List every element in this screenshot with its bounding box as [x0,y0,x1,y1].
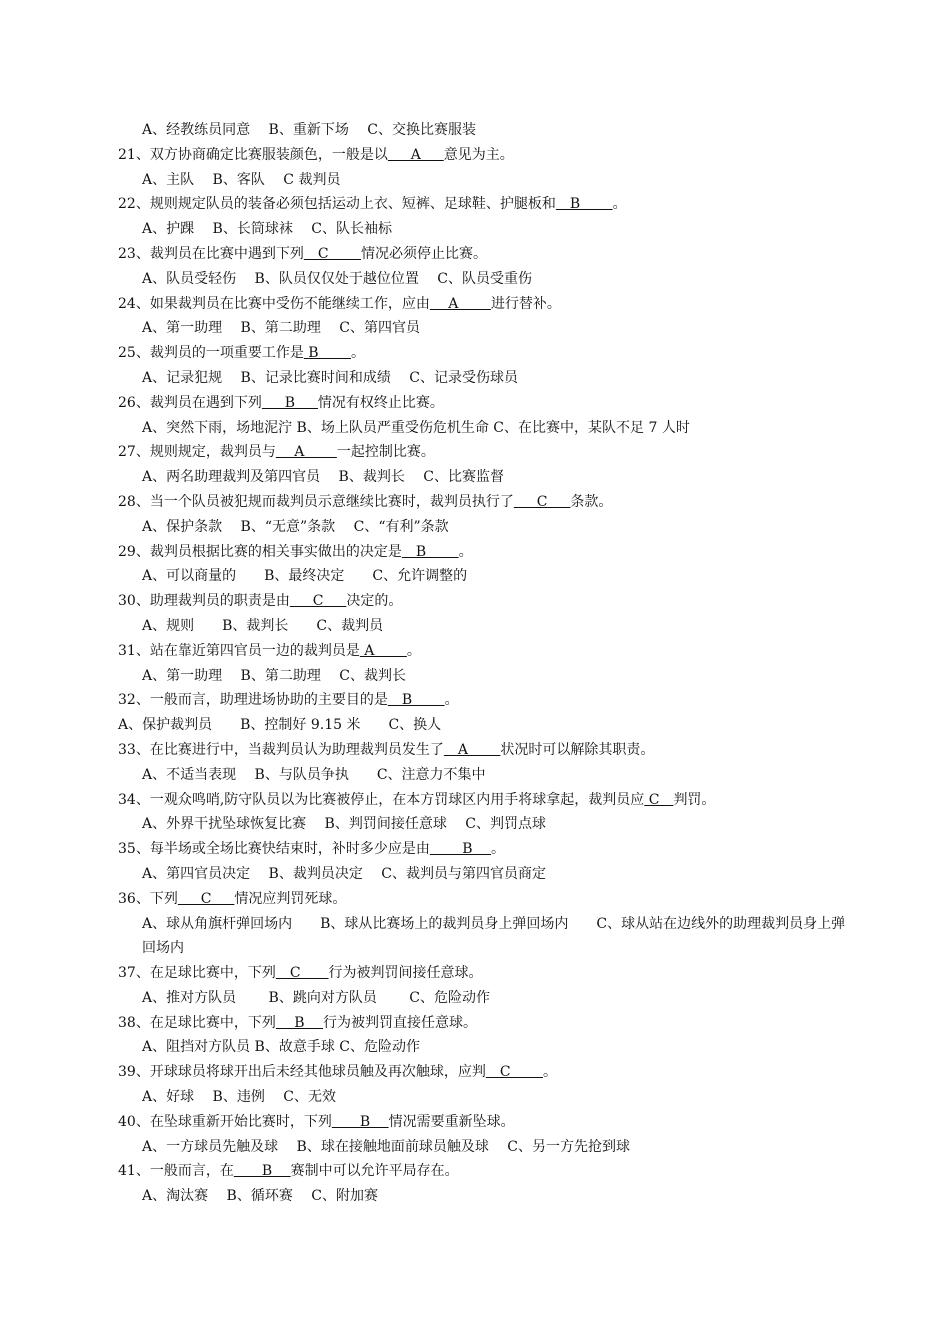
answer-options: A、第四官员决定 B、裁判员决定 C、裁判员与第四官员商定 [142,865,547,882]
question [118,1159,848,1184]
question-text: 24、如果裁判员在比赛中受伤不能继续工作，应由 [118,295,430,312]
question [118,688,848,713]
answer-options: A、一方球员先触及球 B、球在接触地面前球员触及球 C、另一方先抢到球 [142,1138,631,1155]
question [118,639,848,664]
question-text: 39、开球球员将球开出后未经其他球员触及再次触球，应判 [118,1064,486,1081]
answer-blank: B [387,692,445,709]
answer-options: A、护踝 B、长筒球袜 C、队长袖标 [142,221,393,238]
question-text: 35、每半场或全场比赛快结束时，补时多少应是由 [118,841,430,858]
question [118,589,848,614]
answer-blank: A [387,146,444,163]
answer-blank: B [429,841,492,858]
answer-blank: B [233,1163,291,1180]
answer-options: A、第一助理 B、第二助理 C、第四官员 [142,320,421,337]
answer-blank: A [275,444,337,461]
answer-blank: C [485,1064,543,1081]
question [118,540,848,565]
question-text-end: 。 [612,196,627,213]
question-text-end: 行为被判罚直接任意球。 [323,1014,478,1031]
question [118,341,848,366]
question-text: 34、一观众鸣哨,防守队员以为比赛被停止，在本方罚球区内用手将球拿起，裁判员应 [118,791,645,808]
question-text: 37、在足球比赛中，下列 [118,965,276,982]
question-text-end: 一起控制比赛。 [336,444,435,461]
question-text-end: 。 [491,841,506,858]
answer-blank: A [443,741,501,758]
answer-blank: B [261,394,318,411]
question-text: 30、助理裁判员的职责是由 [118,593,290,610]
answer-options: A、可以商量的 B、最终决定 C、允许调整的 [142,568,468,585]
answer-options: A、推对方队员 B、跳向对方队员 C、危险动作 [142,989,491,1006]
question [118,192,848,217]
question-text-end: 决定的。 [346,593,403,610]
question-text-end: 意见为主。 [443,146,514,163]
question-text-end: 。 [351,345,366,362]
question-text-end: 情况有权终止比赛。 [317,394,444,411]
question-text-end: 。 [458,543,473,560]
question-text: 22、规则规定队员的装备必须包括运动上衣、短裤、足球鞋、护腿板和 [118,196,556,213]
question-text: 32、一般而言，助理进场协助的主要目的是 [118,692,388,709]
question [118,292,848,317]
answer-blank: C [644,791,674,808]
answer-options: A、记录犯规 B、记录比赛时间和成绩 C、记录受伤球员 [142,369,519,386]
question-text-end: 条款。 [570,493,613,510]
question [118,490,848,515]
question-text: 28、当一个队员被犯规而裁判员示意继续比赛时，裁判员执行了 [118,493,514,510]
question-text: 27、规则规定，裁判员与 [118,444,276,461]
question-text-end: 赛制中可以允许平局存在。 [290,1163,459,1180]
answer-blank: B [303,345,352,362]
answer-blank: B [331,1113,389,1130]
question-text: 31、站在靠近第四官员一边的裁判员是 [118,642,360,659]
question [118,837,848,862]
question [118,242,848,267]
question-text: 29、裁判员根据比赛的相关事实做出的决定是 [118,543,402,560]
question [118,961,848,986]
question-text: 33、在比赛进行中，当裁判员认为助理裁判员发生了 [118,741,444,758]
question-text: 36、下列 [118,890,178,907]
question-list [118,118,848,1209]
question-text-end: 。 [543,1064,557,1081]
question-text-end: 情况需要重新坠球。 [388,1113,515,1130]
question-text-end: 情况应判罚死球。 [234,890,347,907]
question-text-end: 进行替补。 [490,295,561,312]
answer-options: A、规则 B、裁判长 C、裁判员 [142,617,384,634]
question [118,788,848,813]
answer-options: A、外界干扰坠球恢复比赛 B、判罚间接任意球 C、判罚点球 [142,816,547,833]
answer-options: A、阻挡对方队员 B、故意手球 C、危险动作 [142,1039,421,1056]
question-text: 38、在足球比赛中，下列 [118,1014,276,1031]
answer-blank: B [275,1014,324,1031]
answer-blank: B [555,196,613,213]
question [118,391,848,416]
answer-options: A、淘汰赛 B、循环赛 C、附加赛 [142,1188,379,1205]
question-text: 23、裁判员在比赛中遇到下列 [118,245,304,262]
answer-options: A、球从角旗杆弹回场内 B、球从比赛场上的裁判员身上弹回场内 C、球从站在边线外的助理裁判员身上弹回场内 [142,915,846,957]
answer-blank: C [177,890,235,907]
answer-options: A、经教练员同意 B、重新下场 C、交换比赛服装 [142,122,477,138]
question [118,440,848,465]
answer-blank: C [303,245,361,262]
answer-options: A、两名助理裁判及第四官员 B、裁判长 C、比赛监督 [142,469,505,486]
question-text: 40、在坠球重新开始比赛时，下列 [118,1113,332,1130]
answer-options: A、突然下雨，场地泥泞 B、场上队员严重受伤危机生命 C、在比赛中，某队不足 7 人时 [142,419,690,436]
answer-options: A、好球 B、违例 C、无效 [142,1089,337,1106]
answer-blank: C [275,965,329,982]
answer-options: A、队员受轻伤 B、队员仅仅处于越位位置 C、队员受重伤 [142,270,533,287]
question [118,1011,848,1036]
question [118,1060,848,1085]
question-text-end: 。 [406,642,421,659]
answer-options: A、保护条款 B、“无意”条款 C、“有利”条款 [142,518,449,535]
question-text-end: 。 [444,692,459,709]
question-text: 25、裁判员的一项重要工作是 [118,345,304,362]
question-text: 21、双方协商确定比赛服装颜色，一般是以 [118,146,388,163]
answer-blank: C [513,493,571,510]
answer-options: A、第一助理 B、第二助理 C、裁判长 [142,667,407,684]
question-text-end: 行为被判罚间接任意球。 [328,965,483,982]
question [118,738,848,763]
question-text: 26、裁判员在遇到下列 [118,394,262,411]
answer-blank: A [359,642,407,659]
question [118,143,848,168]
answer-blank: A [429,295,491,312]
answer-blank: C [289,593,347,610]
answer-blank: B [401,543,459,560]
question [118,1110,848,1135]
answer-options: A、保护裁判员 B、控制好 9.15 米 C、换人 [118,717,442,734]
answer-options: A、主队 B、客队 C 裁判员 [142,171,341,188]
question-text-end: 状况时可以解除其职责。 [500,741,655,758]
question-text-end: 情况必须停止比赛。 [361,245,487,262]
question-text-end: 判罚。 [673,791,716,808]
answer-options: A、不适当表现 B、与队员争执 C、注意力不集中 [142,766,486,783]
question-text: 41、一般而言，在 [118,1163,234,1180]
question [118,887,848,912]
